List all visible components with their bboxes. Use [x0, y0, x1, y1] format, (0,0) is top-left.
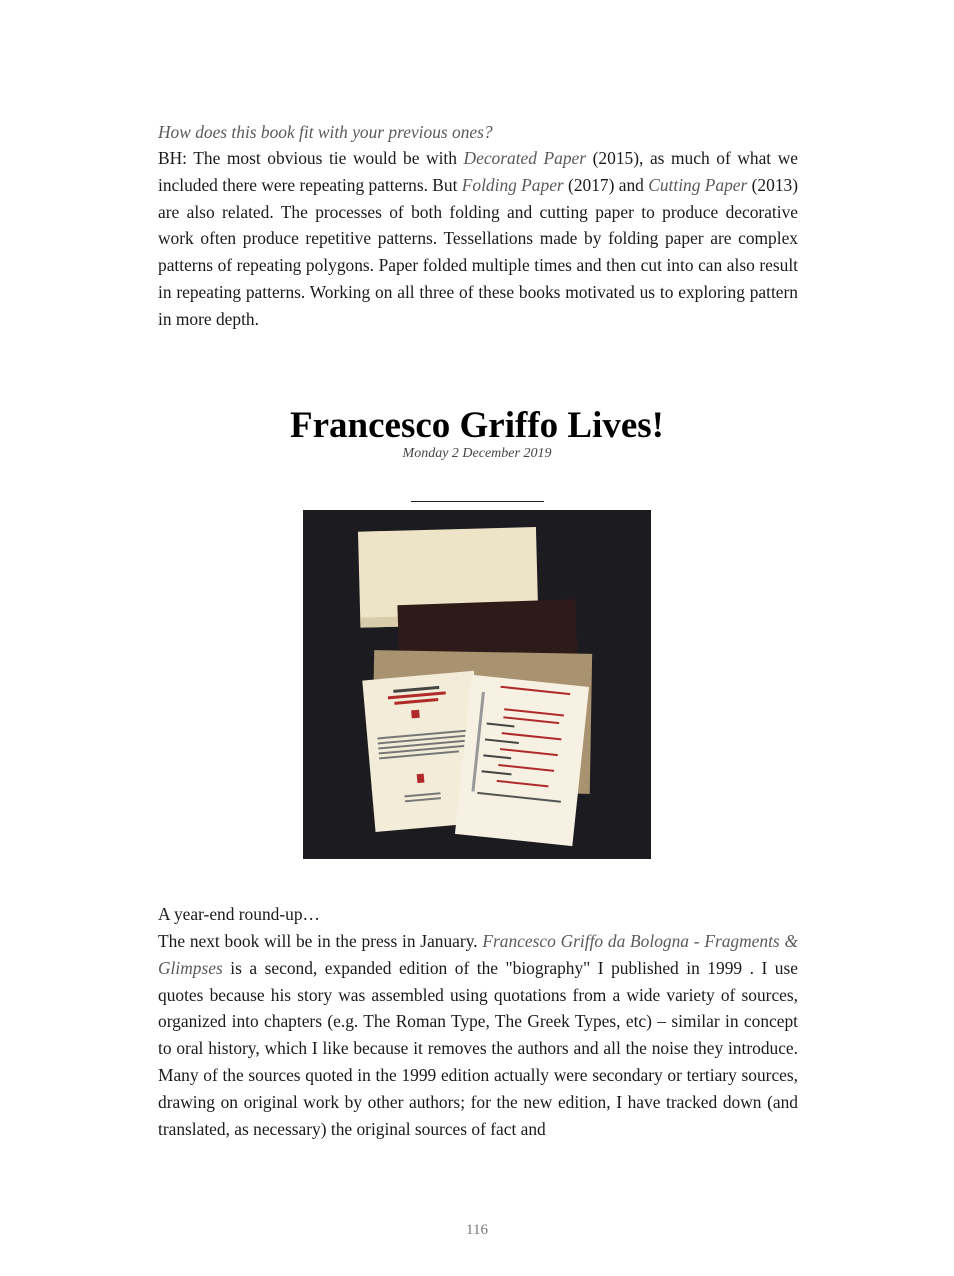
post-date: Monday 2 December 2019: [402, 446, 552, 461]
answer-text: (2013) are also related. The processes of both folding and cutting paper to produce decorative work often produce repetitive patterns. Tessellations made by folding paper are complex patterns of repeating polygons. Paper folded multiple times and then cut into can also result in repeating patterns. Working on all three of these books motivated us to exploring pattern in more depth.: [158, 174, 798, 329]
book-title-folding-paper: Folding Paper: [461, 174, 564, 195]
page-number: 116: [466, 1222, 488, 1238]
book-title-francesco-griffo: Francesco Griffo da Bologna - Fragments & Glimpses: [158, 931, 798, 978]
interview-answer: [158, 145, 798, 333]
book-title-decorated-paper: Decorated Paper: [463, 148, 587, 168]
answer-text: (2017) and: [563, 174, 649, 195]
answer-text: (2015), as much of what we included there were repeating patterns. But: [158, 148, 798, 195]
body-text: The next book will be in the press in January.: [158, 931, 483, 951]
post-body: [158, 928, 798, 1142]
post-title: Francesco Griffo Lives!: [290, 405, 664, 446]
answer-text: BH: The most obvious tie would be with: [158, 148, 464, 168]
separator-rule: [411, 501, 544, 502]
interview-question: How does this book fit with your previous ones?: [158, 122, 493, 142]
book-photo: [303, 510, 651, 859]
book-title-cutting-paper: Cutting Paper: [648, 174, 748, 195]
post-intro: A year-end round-up…: [158, 904, 320, 924]
body-text: is a second, expanded edition of the "biography" I published in 1999 . I use quotes because his story was assembled using quotations from a wide variety of sources, organized into chapters (e.g. The Roman Type, The Greek Types, etc) – similar in concept to oral history, which I like because it removes the authors and all the noise they introduce. Many of the sources quoted in the 1999 edition actually were secondary or tertiary sources, drawing on original work by other authors; for the new edition, I have tracked down (and translated, as necessary) the original sources of fact and: [158, 957, 798, 1139]
